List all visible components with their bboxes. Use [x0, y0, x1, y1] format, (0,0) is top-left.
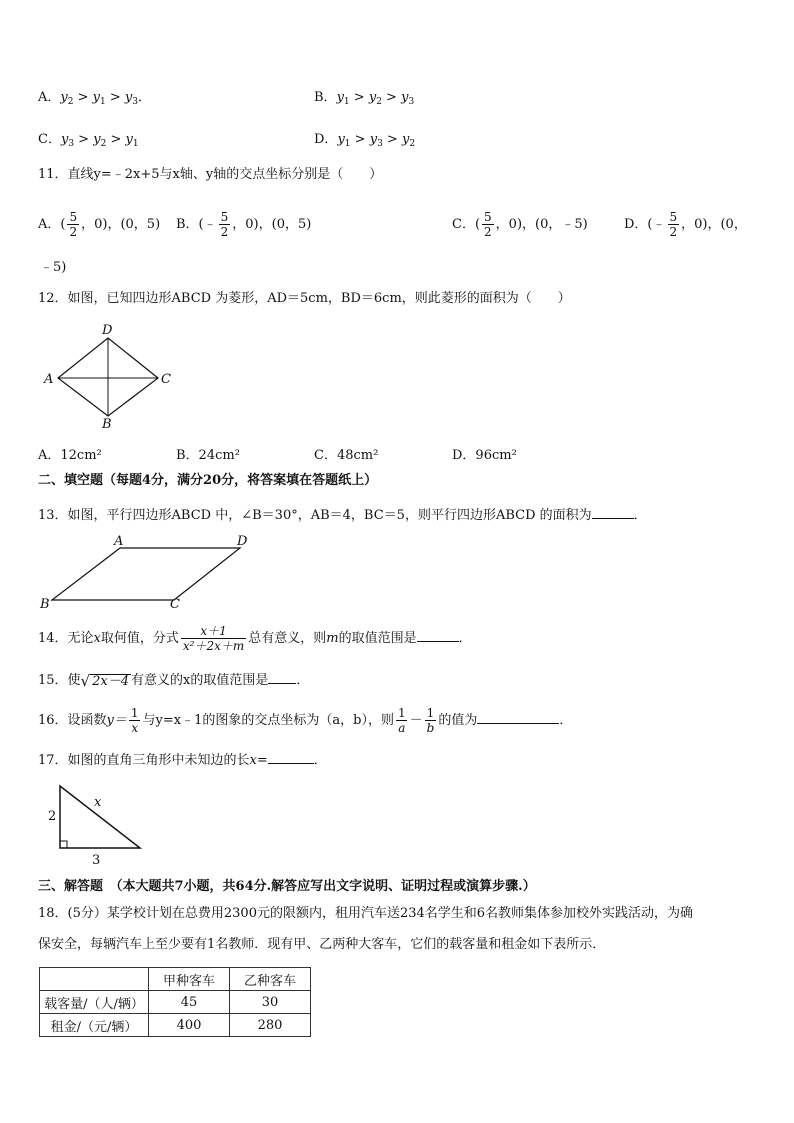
table-cell: 租金/（元/辆） [40, 1014, 149, 1037]
q12-option-b: B．24cm² [176, 448, 240, 463]
fraction: $\frac{5}{2}$ [220, 210, 229, 239]
table-row [40, 991, 311, 1014]
q10-option-a: A．$y_2 > y_1 > y_3$． [38, 90, 152, 107]
table-cell: 280 [230, 1014, 311, 1037]
table-header-cell [40, 968, 149, 991]
table-header-row [40, 968, 311, 991]
vertex-label-d: D [102, 323, 113, 338]
left-side-label: 2 [48, 809, 57, 824]
square-root: √ 2x－4 [80, 671, 129, 690]
answer-blank [592, 505, 634, 519]
section-2-title: 二、填空题（每题4分，满分20分，将答案填在答题纸上） [38, 473, 378, 488]
q17-stem: 17．如图的直角三角形中未知边的长x= ． [38, 750, 327, 770]
q10-option-c: C．$y_3 > y_2 > y_1$ [38, 132, 139, 149]
fraction: $\frac{5}{2}$ [484, 210, 492, 239]
table-cell: 400 [149, 1014, 230, 1037]
answer-blank [477, 710, 559, 724]
fraction: $\frac{1}{x}$ [130, 706, 139, 735]
q15-stem: 15．使 √ 2x－4 有意义的x的取值范围是 ． [38, 671, 310, 690]
table-row [40, 1014, 311, 1037]
q18-stem-line-2: 保安全，每辆汽车上至少要有1名教师．现有甲、乙两种大客车，它们的载客量和租金如下表所示． [38, 937, 606, 952]
right-triangle-figure [44, 780, 174, 870]
answer-blank [417, 628, 459, 642]
q12-option-c: C．48cm² [314, 448, 379, 463]
q11-option-b: B．(﹣ $\frac{5}{2}$ ，0)，(0，5) [176, 210, 312, 239]
bus-table [39, 967, 311, 1037]
vertex-label-a: A [114, 534, 124, 549]
q10-option-d: D．$y_1 > y_3 > y_2$ [314, 132, 416, 149]
fraction: $\frac{1}{a}$ [397, 706, 406, 735]
q13-stem: 13．如图，平行四边形ABCD 中，∠B＝30°，AB＝4，BC＝5，则平行四边形ABCD 的面积为 ． [38, 505, 647, 525]
parallelogram-figure [36, 534, 266, 614]
q18-stem-line-1: 18．(5分）某学校计划在总费用2300元的限额内，租用汽车送234名学生和6名教师集体参加校外实践活动，为确 [38, 906, 694, 921]
section-3-title: 三、解答题 （本大题共7小题，共64分.解答应写出文字说明、证明过程或演算步骤.） [38, 879, 536, 894]
vertex-label-a: A [44, 372, 54, 387]
vertex-label-c: C [170, 597, 180, 612]
answer-blank [268, 670, 296, 684]
table-header-cell: 乙种客车 [230, 968, 311, 991]
q11-option-c: C．( $\frac{5}{2}$ ，0)，(0，﹣5) [452, 210, 588, 239]
q10-option-b: B．$y_1 > y_2 > y_3$ [314, 90, 415, 107]
vertex-label-c: C [161, 372, 171, 387]
vertex-label-b: B [102, 417, 112, 432]
vertex-label-b: B [40, 597, 50, 612]
q12-option-a: A．12cm² [38, 448, 102, 463]
q11-option-d-wrap: ﹣5) [40, 260, 67, 275]
table-header-cell: 甲种客车 [149, 968, 230, 991]
fraction: $\frac{5}{2}$ [669, 210, 678, 239]
table-cell: 45 [149, 991, 230, 1014]
hypotenuse-label: x [94, 795, 102, 810]
fraction: $\frac{x+1}{\text{x²＋2x＋m}}$ [182, 624, 245, 653]
fraction: $\frac{1}{b}$ [426, 706, 435, 735]
answer-blank [268, 750, 314, 764]
fraction: $\frac{5}{2}$ [69, 210, 78, 239]
vertex-label-d: D [237, 534, 248, 549]
q11-option-d: D．(﹣ $\frac{5}{2}$ ，0)，(0， [624, 210, 747, 239]
q11-option-a: A．( $\frac{5}{2}$ ，0)，(0，5) [38, 210, 161, 239]
table-cell: 30 [230, 991, 311, 1014]
q16-stem: 16．设函数y＝ $\frac{1}{x}$ 与y=x﹣1的图象的交点坐标为（a，b），则 $\frac{1}{a}$ － $\frac{1}{b}$ 的值为 ． [38, 706, 573, 735]
bottom-side-label: 3 [92, 853, 101, 868]
q12-option-d: D．96cm² [452, 448, 517, 463]
q12-stem: 12．如图，已知四边形ABCD 为菱形，AD＝5cm，BD＝6cm，则此菱形的面积为（ ） [38, 291, 571, 306]
table-cell: 载客量/（人/辆） [40, 991, 149, 1014]
q14-stem: 14．无论x取何值，分式 $\frac{x+1}{\text{x²＋2x＋m}}$ 总有意义，则m的取值范围是 ． [38, 624, 472, 653]
rhombus-figure [40, 320, 180, 430]
q11-stem: 11．直线y=﹣2x+5与x轴、y轴的交点坐标分别是（ ） [38, 167, 383, 182]
